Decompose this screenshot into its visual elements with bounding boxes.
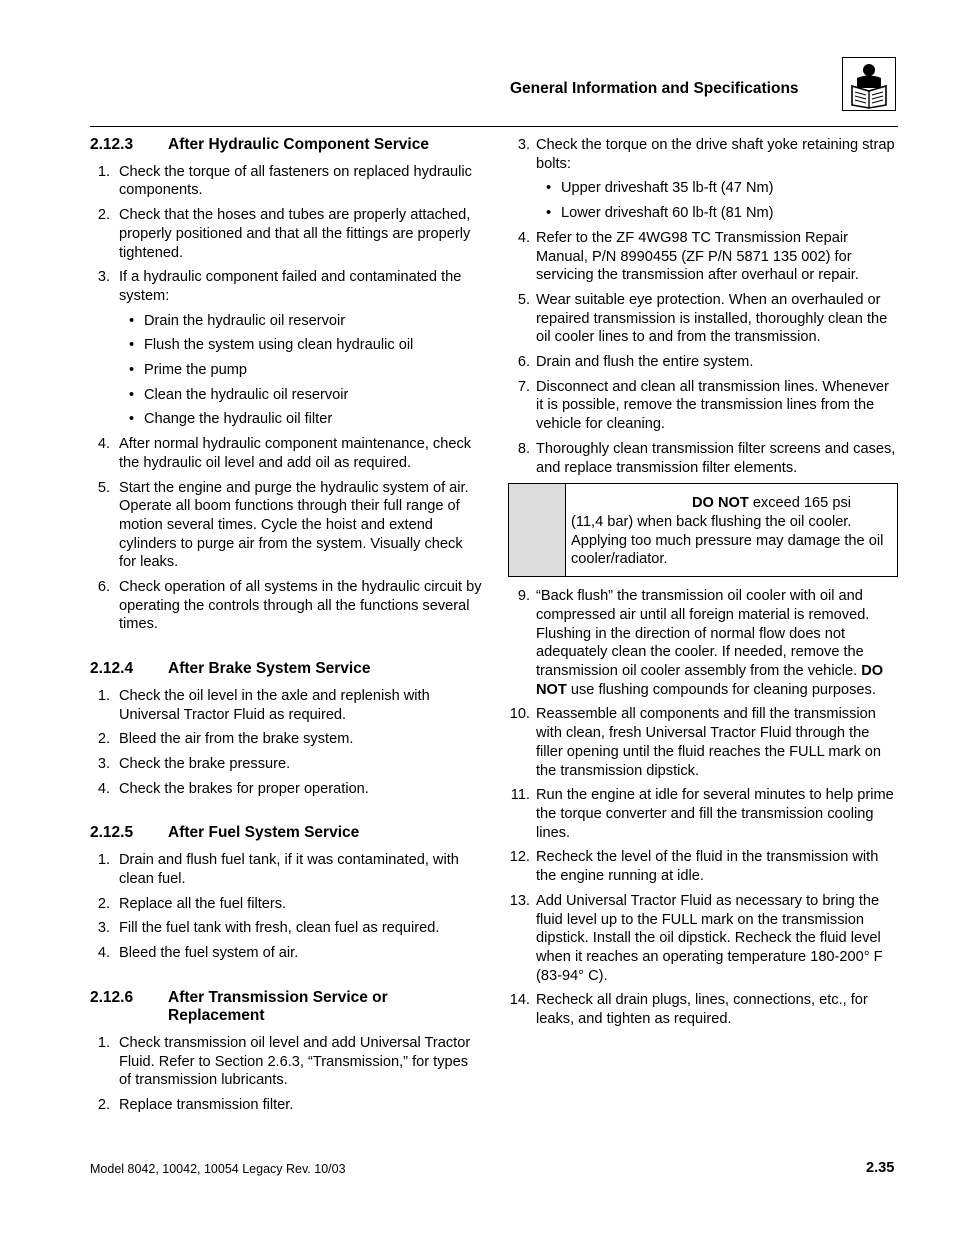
list-item: 10. Reassemble all components and fill the transmission with clean, fresh Universal Tractor Fluid through the filler opening until the fluid reaches the FULL mark on the transmission dipstick.: [509, 706, 882, 779]
list-item: 4. Bleed the fuel system of air.: [97, 944, 299, 961]
list-item: 4. Refer to the ZF 4WG98 TC Transmission Repair Manual, P/N 8990455 (ZF P/N 5871 135 002) for servicing the transmission after overhaul or repair.: [517, 229, 859, 284]
fuel-steps: [90, 851, 482, 963]
list-item: 4. After normal hydraulic component maintenance, check the hydraulic oil level and add oil as required.: [97, 436, 472, 471]
bullet-item: • Upper driveshaft 35 lb-ft (47 Nm): [545, 180, 774, 197]
list-item: 13. Add Universal Tractor Fluid as necessary to bring the fluid level up to the FULL mark on the transmission dipstick. Install the oil dipstick. Recheck the fluid level when it reaches an operating temperature 180-200° F (83-94° C).: [509, 892, 883, 984]
list-item: 4. Check the brakes for proper operation.: [97, 780, 369, 797]
list-item: 1. Check the oil level in the axle and replenish with Universal Tractor Fluid as required.: [97, 687, 430, 723]
bullet-list: [119, 312, 482, 430]
caution-text: DO NOT exceed 165 psi (11,4 bar) when back flushing the oil cooler. Applying too much pressure may damage the oil cooler/radiator.: [571, 495, 884, 568]
section-heading: [90, 136, 482, 155]
list-item: 7. Disconnect and clean all transmission lines. Whenever it is possible, remove the transmission lines from the vehicle for cleaning.: [517, 378, 889, 433]
caution-box: [508, 483, 898, 577]
left-column: [90, 136, 482, 1121]
bullet-item: • Flush the system using clean hydraulic oil: [128, 337, 414, 354]
list-item: 5. Start the engine and purge the hydraulic system of air. Operate all boom functions through their full range of motion several times. Cycle the hoist and extend cylinders to purge air from the system. Visually check for leaks.: [97, 479, 469, 571]
bullet-item: • Prime the pump: [128, 362, 248, 379]
list-item: 1. Check the torque of all fasteners on replaced hydraulic components.: [97, 163, 472, 199]
list-item: 14. Recheck all drain plugs, lines, connections, etc., for leaks, and tighten as required.: [509, 992, 868, 1028]
list-item: 2. Bleed the air from the brake system.: [97, 731, 354, 748]
list-item: 11. Run the engine at idle for several minutes to help prime the torque converter and fill the transmission cooling lines.: [510, 787, 894, 841]
section-number: 2.12.4: [90, 660, 134, 678]
section-heading: [90, 660, 482, 679]
hydraulic-steps: [90, 163, 482, 634]
list-item: 2. Check that the hoses and tubes are properly attached, properly positioned and that all the fittings are properly tightened.: [97, 207, 471, 261]
section-heading: [90, 989, 482, 1026]
bullet-item: • Clean the hydraulic oil reservoir: [128, 386, 349, 403]
section-title: After Transmission Service or Replacement: [168, 988, 388, 1025]
list-item: 3. Check the brake pressure.: [97, 755, 291, 772]
list-item: 3. Fill the fuel tank with fresh, clean fuel as required.: [97, 920, 440, 937]
list-item: 1. Drain and flush fuel tank, if it was contaminated, with clean fuel.: [97, 852, 459, 887]
right-column: [508, 136, 898, 1035]
section-title: After Hydraulic Component Service: [168, 136, 429, 153]
caution-label-cell: [509, 484, 566, 576]
transmission-steps-left: [90, 1034, 482, 1115]
header-rule: [90, 126, 898, 127]
list-item: 6. Drain and flush the entire system.: [517, 354, 754, 371]
bullet-list: [536, 179, 898, 222]
list-item: 5. Wear suitable eye protection. When an overhauled or repaired transmission is installed, thoroughly clean the oil cooler lines to and from the transmission.: [517, 291, 888, 346]
list-item: 3. Check the torque on the drive shaft yoke retaining strap bolts: • Upper driveshaft 35 lb-ft (47 Nm) • Lower driveshaft 60 lb-ft (81 Nm): [508, 136, 898, 223]
footer-model: Model 8042, 10042, 10054 Legacy Rev. 10/03: [90, 1162, 346, 1176]
list-item: 2. Replace all the fuel filters.: [97, 895, 287, 912]
reader-book-icon: [842, 57, 896, 111]
list-item: 8. Thoroughly clean transmission filter screens and cases, and replace transmission filter elements.: [517, 440, 896, 476]
list-item: 1. Check transmission oil level and add Universal Tractor Fluid. Refer to Section 2.6.3, “Transmission,” for types of transmission lubricants.: [97, 1035, 471, 1089]
list-item: 3. If a hydraulic component failed and contaminated the system: • Drain the hydraulic oil reservoir • Flush the system using clean hydraulic oil • Prime the pump • Clean the hydraulic oil reservoir • Change the hydraulic oil filter: [90, 268, 482, 429]
bullet-item: • Lower driveshaft 60 lb-ft (81 Nm): [545, 205, 774, 222]
bullet-item: • Change the hydraulic oil filter: [128, 411, 333, 428]
transmission-steps-right-continued: [508, 587, 898, 1028]
list-item: 12. Recheck the level of the fluid in the transmission with the engine running at idle.: [509, 849, 879, 885]
section-heading: [90, 824, 482, 843]
list-item: 2. Replace transmission filter.: [97, 1097, 294, 1114]
section-number: 2.12.6: [90, 988, 134, 1006]
section-number: 2.12.5: [90, 824, 134, 842]
bullet-item: • Drain the hydraulic oil reservoir: [128, 312, 346, 329]
section-title: After Fuel System Service: [168, 824, 360, 842]
list-item: 6. Check operation of all systems in the hydraulic circuit by operating the controls through all the functions several times.: [97, 579, 482, 633]
page-header-title: General Information and Specifications: [510, 80, 799, 97]
page-number: 2.35: [866, 1160, 895, 1176]
section-title: After Brake System Service: [168, 660, 371, 678]
section-number: 2.12.3: [90, 136, 134, 153]
brake-steps: [90, 687, 482, 799]
transmission-steps-right: [508, 136, 898, 477]
list-item: 9. “Back flush” the transmission oil cooler with oil and compressed air until all foreign material is removed. Flushing in the direction of normal flow does not adequately clean the cooler. If needed, remove the transmission oil cooler assembly from the vehicle. DO NOT use flushing compounds for cleaning purposes.: [517, 588, 884, 698]
